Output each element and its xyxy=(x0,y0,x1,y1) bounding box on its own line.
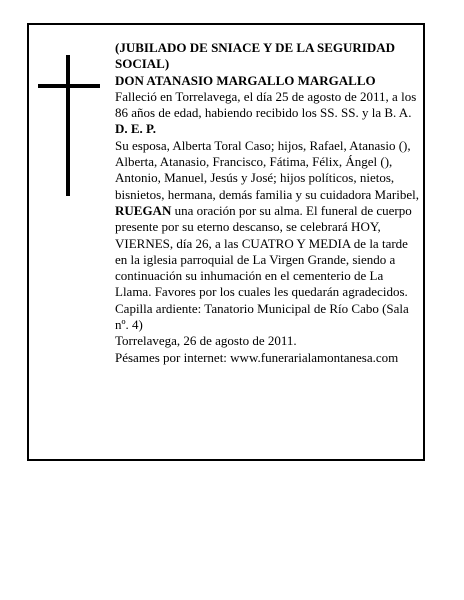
cross-icon-bar xyxy=(38,84,100,88)
header-line: (JUBILADO DE SNIACE Y DE LA SEGURIDAD SOCIAL) xyxy=(115,40,396,72)
ruegan-paragraph xyxy=(115,203,420,333)
family-list: Su esposa, Alberta Toral Caso; hijos, Rafael, Atanasio (), Alberta, Atanasio, Francisco, Fátima, Félix, Ángel (), Antonio, Manuel, Jesús y José; hijos políticos, nietos, bisnietos, hermana, demás familia y su cuidadora Maribel, xyxy=(115,137,419,202)
deceased-name: DON ATANASIO MARGALLO MARGALLO xyxy=(115,72,376,88)
ruegan-label: RUEGAN xyxy=(115,202,172,218)
death-announcement: Falleció en Torrelavega, el día 25 de agosto de 2011, a los 86 años de edad, habiendo recibido los SS. SS. y la B. A. xyxy=(115,88,417,121)
dep-line: D. E. P. xyxy=(115,121,157,137)
place-date: Torrelavega, 26 de agosto de 2011. xyxy=(115,333,297,349)
cross-icon xyxy=(66,55,70,196)
ruegan-text: una oración por su alma. El funeral de cuerpo presente por su eterno descanso, se celebrará HOY, VIERNES, día 26, a las CUATRO Y MEDIA de la tarde en la iglesia parroquial de La Virgen Grande, siendo a continuación su inhumación en el cementerio de La Llama. Favores por los cuales les quedarán agradecidos. Capilla ardiente: Tanatorio Municipal de Río Cabo (Sala nº. 4) xyxy=(115,202,412,333)
obituary-text xyxy=(115,40,420,366)
condolences-line: Pésames por internet: www.funerarialamontanesa.com xyxy=(115,349,399,365)
